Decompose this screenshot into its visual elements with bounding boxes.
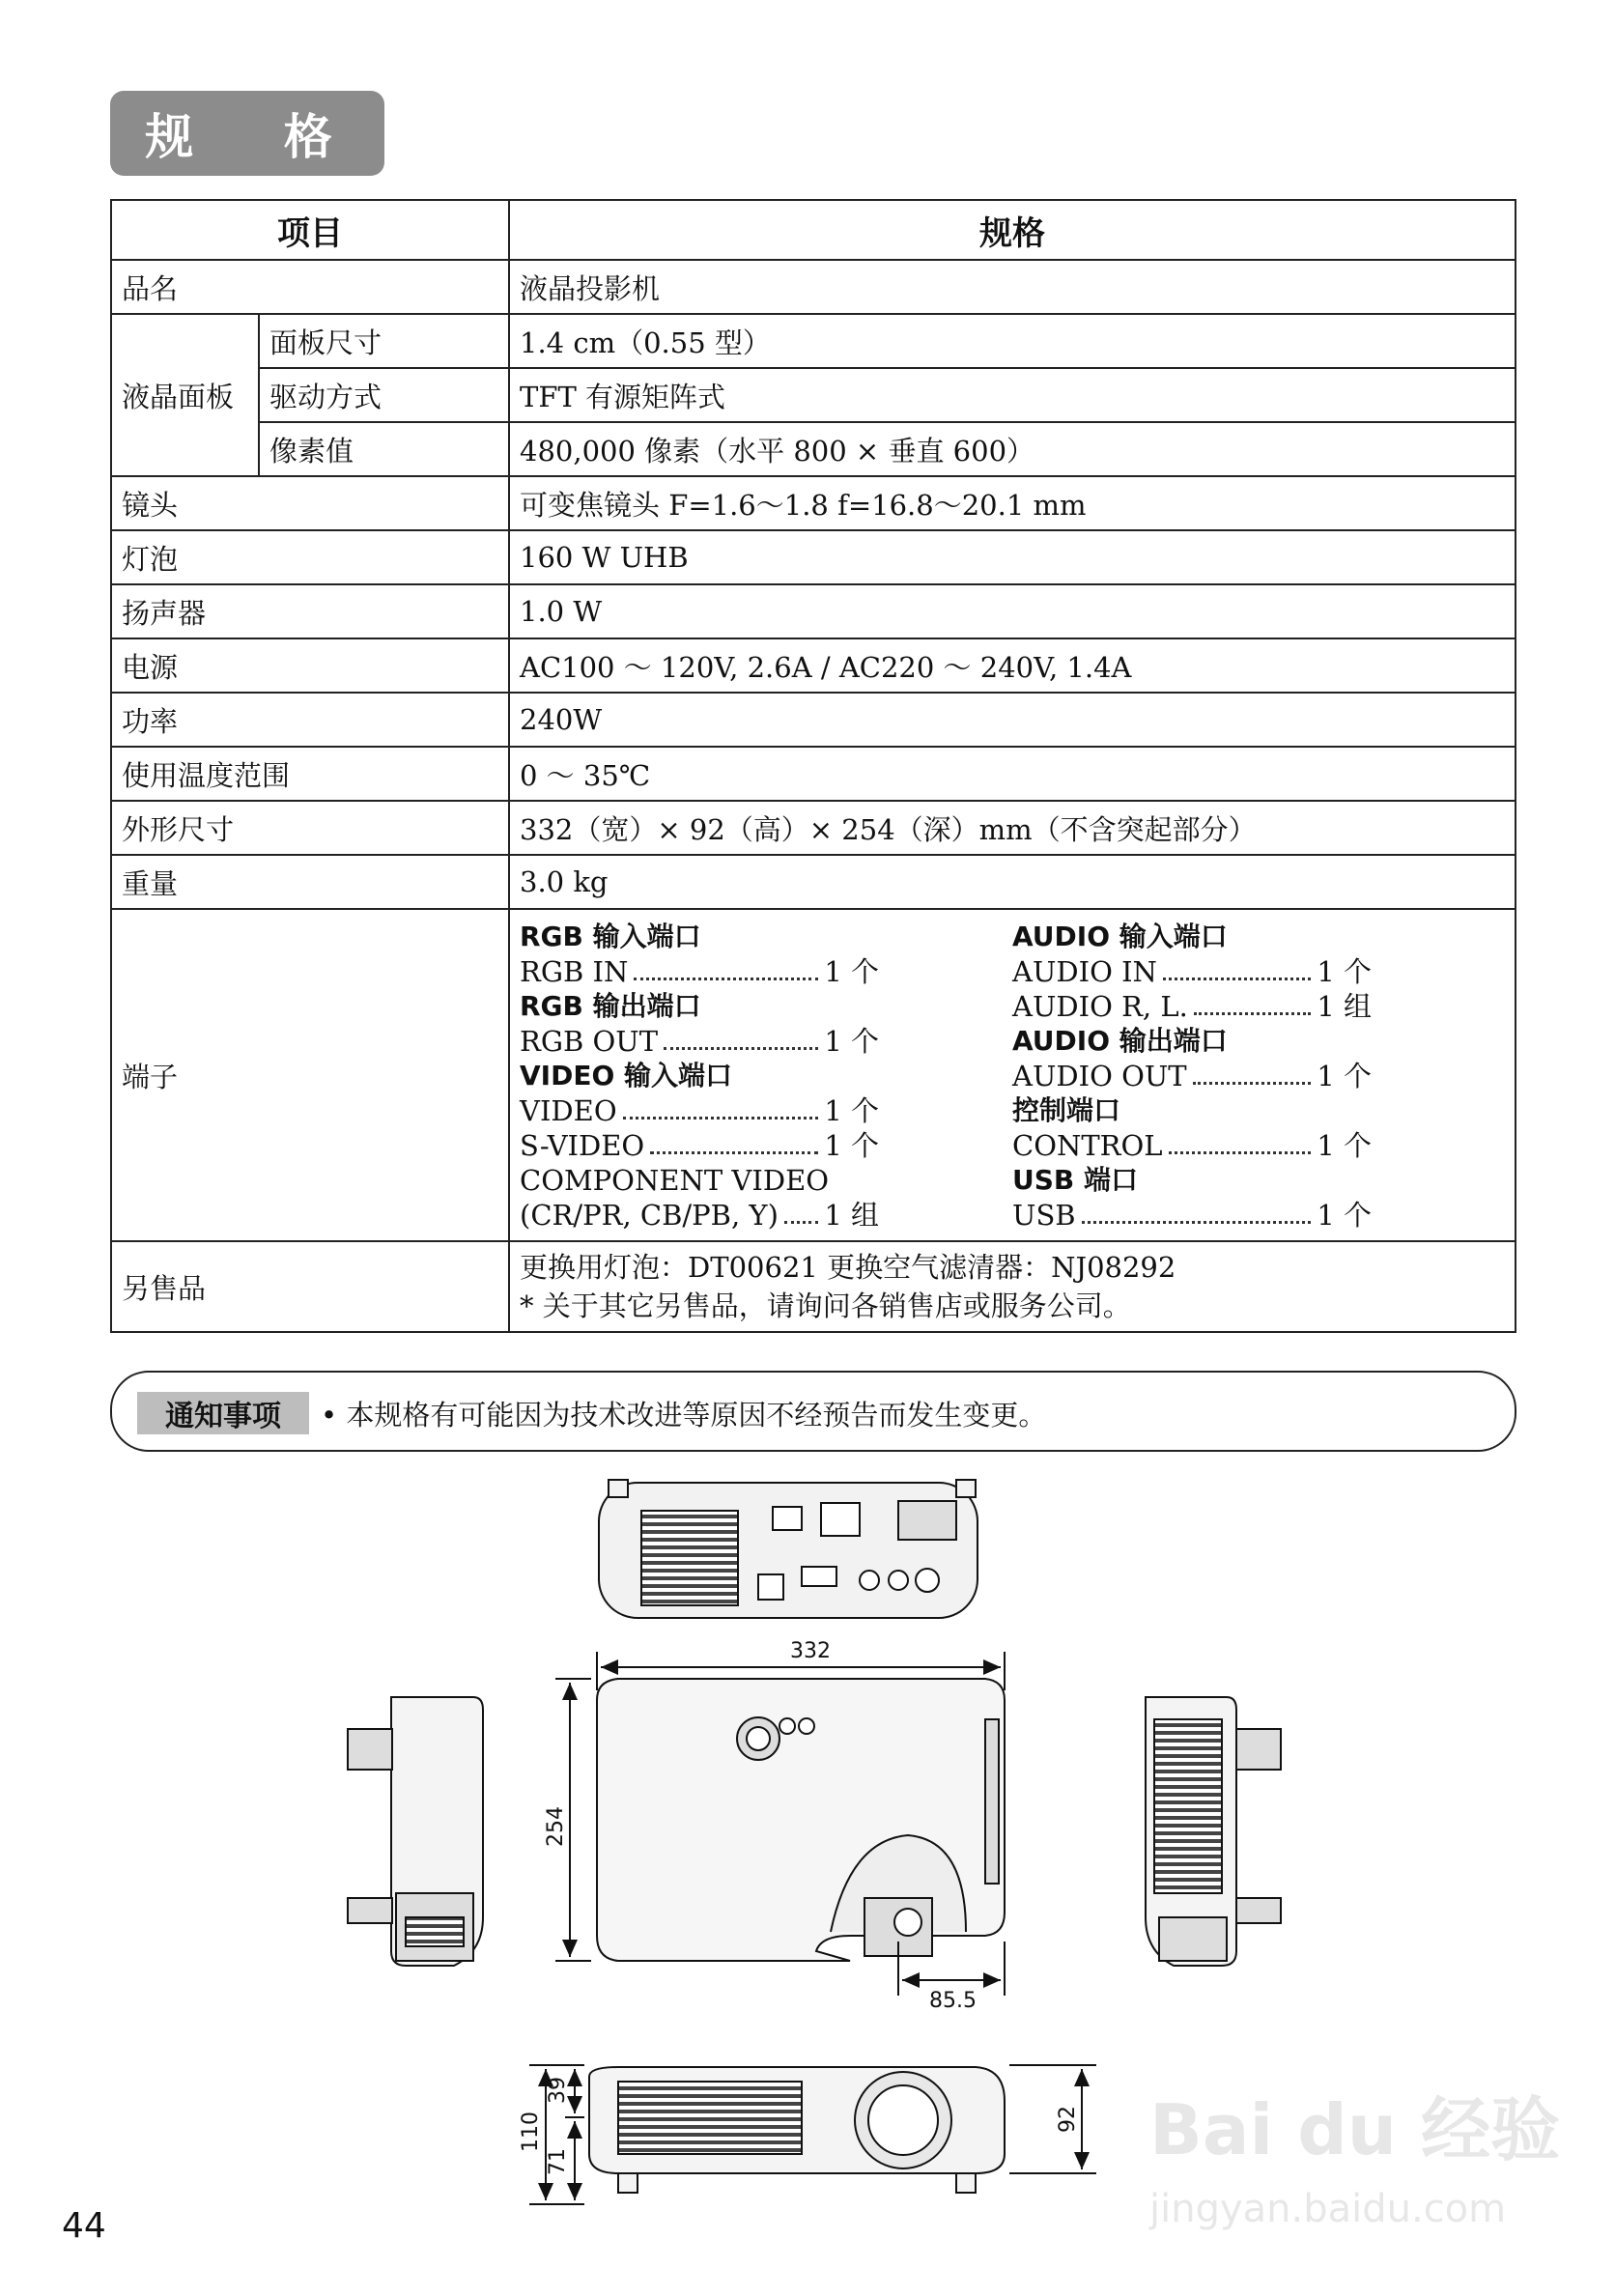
terminal-qty: 1 个 — [824, 1025, 879, 1058]
terminal-name: USB — [1012, 1199, 1076, 1232]
usb-title: USB 端口 — [1012, 1164, 1138, 1196]
watermark-url: jingyan.baidu.com — [1149, 2187, 1507, 2231]
header-item: 项目 — [111, 200, 509, 260]
row-value: 1.0 W — [509, 584, 1516, 638]
row-sublabel: 面板尺寸 — [259, 314, 509, 368]
width-label: 332 — [790, 1639, 831, 1663]
row-label: 扬声器 — [111, 584, 509, 638]
terminal-name: RGB IN — [520, 955, 629, 988]
body-height-label: 92 — [1056, 2106, 1080, 2133]
terminal-name: CONTROL — [1012, 1129, 1163, 1162]
top-height-label: 39 — [546, 2077, 570, 2104]
terminal-name: (CR/PR, CB/PB, Y) — [520, 1199, 779, 1232]
row-label: 重量 — [111, 855, 509, 909]
total-height-label: 110 — [519, 2112, 543, 2152]
watermark-brand: Bai du 经验 — [1149, 2089, 1561, 2170]
section-title: 规 格 — [110, 91, 384, 176]
projector-rear-view — [599, 1480, 978, 1618]
row-value: 1.4 cm（0.55 型） — [509, 314, 1516, 368]
row-label: 外形尺寸 — [111, 801, 509, 855]
terminal-qty: 1 组 — [824, 1199, 879, 1232]
audio-out-title: AUDIO 输出端口 — [1012, 1025, 1228, 1057]
row-value: AC100 ～ 120V, 2.6A / AC220 ～ 240V, 1.4A — [509, 638, 1516, 693]
row-label: 灯泡 — [111, 530, 509, 584]
row-label: 品名 — [111, 260, 509, 314]
component-video-label: COMPONENT VIDEO — [520, 1164, 830, 1197]
row-label: 功率 — [111, 693, 509, 747]
terminal-name: AUDIO OUT — [1012, 1060, 1187, 1092]
projector-top-view — [597, 1679, 1005, 1961]
terminal-name: AUDIO R, L. — [1012, 990, 1188, 1023]
terminal-name: VIDEO — [520, 1094, 617, 1127]
row-sublabel: 像素值 — [259, 422, 509, 476]
lens-offset-label: 85.5 — [929, 1989, 977, 2013]
terminal-name: RGB OUT — [520, 1025, 659, 1058]
options-line-1: 更换用灯泡：DT00621 更换空气滤清器：NJ08292 — [520, 1251, 1176, 1284]
depth-label: 254 — [544, 1806, 568, 1847]
row-value: 3.0 kg — [509, 855, 1516, 909]
row-value: 液晶投影机 — [509, 260, 1516, 314]
terminal-qty: 1 个 — [824, 955, 879, 988]
terminal-qty: 1 个 — [1317, 955, 1372, 988]
row-label: 镜头 — [111, 476, 509, 530]
terminal-qty: 1 组 — [1317, 990, 1372, 1023]
terminal-qty: 1 个 — [824, 1129, 879, 1162]
row-value: 160 W UHB — [509, 530, 1516, 584]
row-label: 端子 — [111, 909, 509, 1241]
terminal-qty: 1 个 — [824, 1094, 879, 1127]
row-label: 另售品 — [111, 1241, 509, 1332]
terminal-name: S-VIDEO — [520, 1129, 645, 1162]
row-value: 0 ～ 35℃ — [509, 747, 1516, 801]
bottom-height-label: 71 — [546, 2148, 570, 2175]
terminal-name: AUDIO IN — [1012, 955, 1157, 988]
row-value: 240W — [509, 693, 1516, 747]
options-line-2: * 关于其它另售品，请询问各销售店或服务公司。 — [520, 1290, 1131, 1322]
projector-right-side-view — [1146, 1697, 1281, 1966]
notice-label: 通知事项 — [137, 1392, 309, 1434]
row-value: 可变焦镜头 F=1.6～1.8 f=16.8～20.1 mm — [509, 476, 1516, 530]
row-value: 332（宽）× 92（高）× 254（深）mm（不含突起部分） — [509, 801, 1516, 855]
row-label: 使用温度范围 — [111, 747, 509, 801]
projector-left-side-view — [348, 1697, 483, 1966]
rgb-out-title: RGB 输出端口 — [520, 990, 701, 1022]
rgb-in-title: RGB 输入端口 — [520, 921, 701, 952]
header-spec: 规格 — [509, 200, 1516, 260]
row-sublabel: 驱动方式 — [259, 368, 509, 422]
row-label: 电源 — [111, 638, 509, 693]
row-value: TFT 有源矩阵式 — [509, 368, 1516, 422]
terminal-qty: 1 个 — [1317, 1060, 1372, 1092]
projector-front-view — [589, 2067, 1005, 2193]
terminal-qty: 1 个 — [1317, 1199, 1372, 1232]
terminal-qty: 1 个 — [1317, 1129, 1372, 1162]
control-title: 控制端口 — [1012, 1094, 1121, 1126]
page-number: 44 — [62, 2206, 106, 2246]
row-value: 480,000 像素（水平 800 × 垂直 600） — [509, 422, 1516, 476]
row-label: 液晶面板 — [111, 314, 259, 476]
notice-text: • 本规格有可能因为技术改进等原因不经预告而发生变更。 — [321, 1399, 1047, 1431]
video-in-title: VIDEO 输入端口 — [520, 1060, 733, 1091]
audio-in-title: AUDIO 输入端口 — [1012, 921, 1228, 952]
baidu-watermark — [1148, 2089, 1560, 2231]
